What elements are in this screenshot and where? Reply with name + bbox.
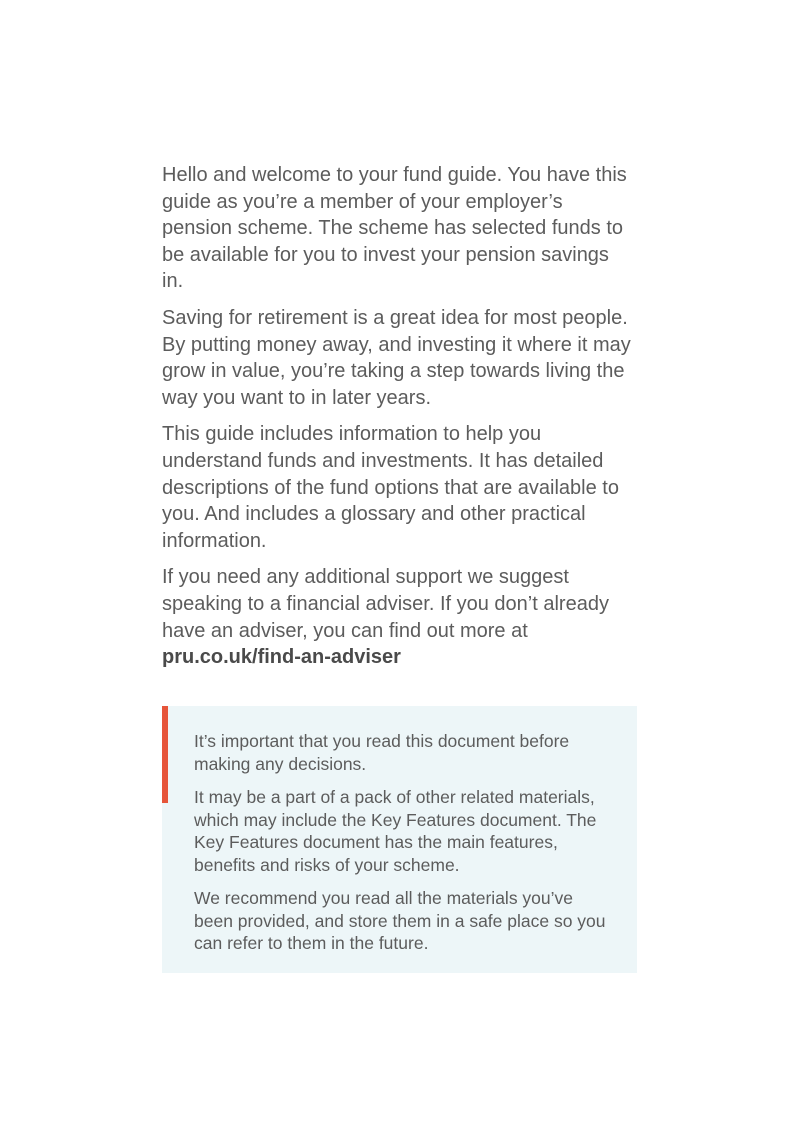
notice-paragraph-store-safely: We recommend you read all the materials you’ve been provided, and store them in a safe place so you can refer to them in the future. [194, 888, 606, 953]
support-text: If you need any additional support we suggest speaking to a financial adviser. If you don’t already have an adviser, you can find out more at [162, 566, 609, 642]
intro-section [162, 162, 632, 681]
notice-content [194, 730, 614, 966]
intro-paragraph-support [162, 564, 632, 670]
important-notice-box [162, 706, 637, 973]
intro-paragraph-guide-contents: This guide includes information to help you understand funds and investments. It has detailed descriptions of the fund options that are available to you. And includes a glossary and other practical information. [162, 423, 619, 552]
intro-paragraph-welcome: Hello and welcome to your fund guide. You have this guide as you’re a member of your employer’s pension scheme. The scheme has selected funds to be available for you to invest your pension savings in. [162, 164, 627, 293]
intro-paragraph-saving: Saving for retirement is a great idea for most people. By putting money away, and investing it where it may grow in value, you’re taking a step towards living the way you want to in later years. [162, 306, 631, 409]
notice-accent-bar [162, 706, 168, 803]
find-an-adviser-link[interactable]: pru.co.uk/find-an-adviser [162, 646, 401, 669]
notice-paragraph-read-first: It’s important that you read this document before making any decisions. [194, 731, 570, 774]
notice-paragraph-key-features: It may be a part of a pack of other related materials, which may include the Key Features document. The Key Features document has the main features, benefits and risks of your scheme. [194, 787, 597, 875]
